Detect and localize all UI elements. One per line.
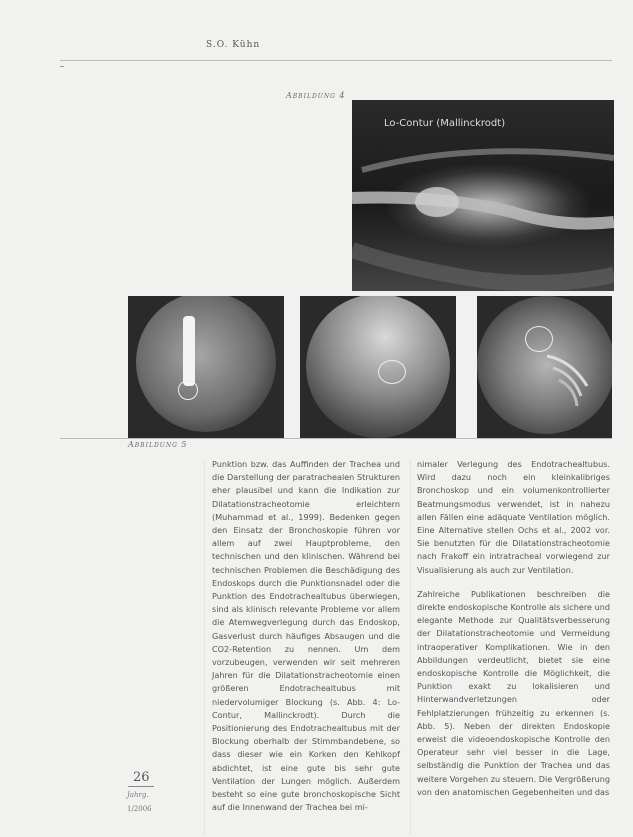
text-column-right bbox=[417, 458, 610, 799]
endoscopy-image-1 bbox=[128, 296, 284, 438]
needle-highlight bbox=[183, 316, 195, 386]
header-rule-tick bbox=[60, 66, 64, 67]
journal-label: Jahrg. bbox=[127, 791, 149, 799]
issue-year: 1/2006 bbox=[127, 805, 152, 813]
tracheal-rings bbox=[477, 296, 612, 438]
body-paragraph: Punktion bzw. das Auffinden der Trachea und die Darstellung der paratrachealen Strukturen eher plausibel und kann die Indikation zur Dilatationstracheotomie erleichtern (Muhammad et al., 1999). Bedenken gegen den Einsatz der Bronchoskopie führen vor allem auf zwei Hauptprobleme, den technischen und den klinischen. Während bei technischen Problemen die Beschädigung des Endoskops durch die Punktionsnadel oder die Punktion des Endotrachealtubus überwiegen, sind als klinisch relevante Probleme vor allem die Atemwegverlegung durch das Endoskop, Gasverlust durch häufiges Absaugen und die CO2-Retention zu nennen. Um dem vorzubeugen, verwenden wir seit mehreren Jahren für die Dilatationstracheotomie einen größeren Endotrachealtubus mit niedervolumiger Blockung (s. Abb. 4: Lo-Contur, Mallinckrodt). Durch die Positionierung des Endotrachealtubus mit der Blockung oberhalb der Stimmbandebene, so dass dieser wie ein Korken den Kehlkopf abdichtet, ist eine gute bis sehr gute Ventilation der Lungen möglich. Außerdem besteht so eine gute bronchoskopische Sicht auf die Innenwand der Trachea bei mi- bbox=[212, 459, 400, 813]
column-separator-left bbox=[204, 460, 205, 835]
body-paragraph: Zahlreiche Publikationen beschreiben die direkte endoskopische Kontrolle als sichere und elegante Methode zur Qualitätsverbesserung der Dilatationstracheotomie und Vermeidung intraoperativer Komplikationen. Wie in den Abbildungen verdeutlicht, bietet sie eine endoskopische Kontrolle die Möglichkeit, die Punktion exakt zu lokalisieren und Hinterwandverletzungen oder Fehlplatzierungen frühzeitig zu erkennen (s. Abb. 5). Neben der direkten Endoskopie erweist die videoendoskopische Kontrolle den Operateur sehr viel besser in die Lage, selbständig die Punktion der Trachea und das weitere Vorgehen zu steuern. Die Vergrößerung von den anatomischen Gegebenheiten und das bbox=[417, 588, 610, 797]
header-rule bbox=[60, 60, 612, 61]
text-column-left bbox=[212, 458, 400, 814]
marker-circle-2 bbox=[378, 360, 406, 384]
figure-rule bbox=[60, 438, 612, 439]
figure-4-caption: Lo-Contur (Mallinckrodt) bbox=[384, 118, 506, 129]
page-number-rule bbox=[128, 786, 154, 787]
figure-4-photo bbox=[352, 100, 614, 291]
endoscopy-image-3 bbox=[477, 296, 612, 438]
figure-4-label: Abbildung 4 bbox=[286, 91, 346, 100]
marker-circle-1 bbox=[178, 380, 198, 400]
body-paragraph: nimaler Verlegung des Endotrachealtubus. Wird dazu noch ein kleinkalibriges Bronchoskop und ein volumenkontrollierter Beatmungsmodus verwendet, ist in nahezu allen Fällen eine adäquate Ventilation möglich. Eine Alternative stellen Ochs et al., 2002 vor. Sie benutzten für die Dilatationstracheotomie nach Frakoff ein intratracheal vorwiegend zur Visualisierung als auch zur Ventilation. bbox=[417, 459, 610, 575]
endoscopy-image-2 bbox=[300, 296, 456, 438]
endoscopy-view-1 bbox=[136, 296, 276, 432]
tube-illustration bbox=[352, 100, 614, 291]
page-number: 26 bbox=[133, 770, 150, 785]
running-header: S.O. Kühn bbox=[206, 40, 261, 50]
column-separator-right bbox=[410, 460, 411, 835]
figure-5-label: Abbildung 5 bbox=[128, 440, 188, 449]
